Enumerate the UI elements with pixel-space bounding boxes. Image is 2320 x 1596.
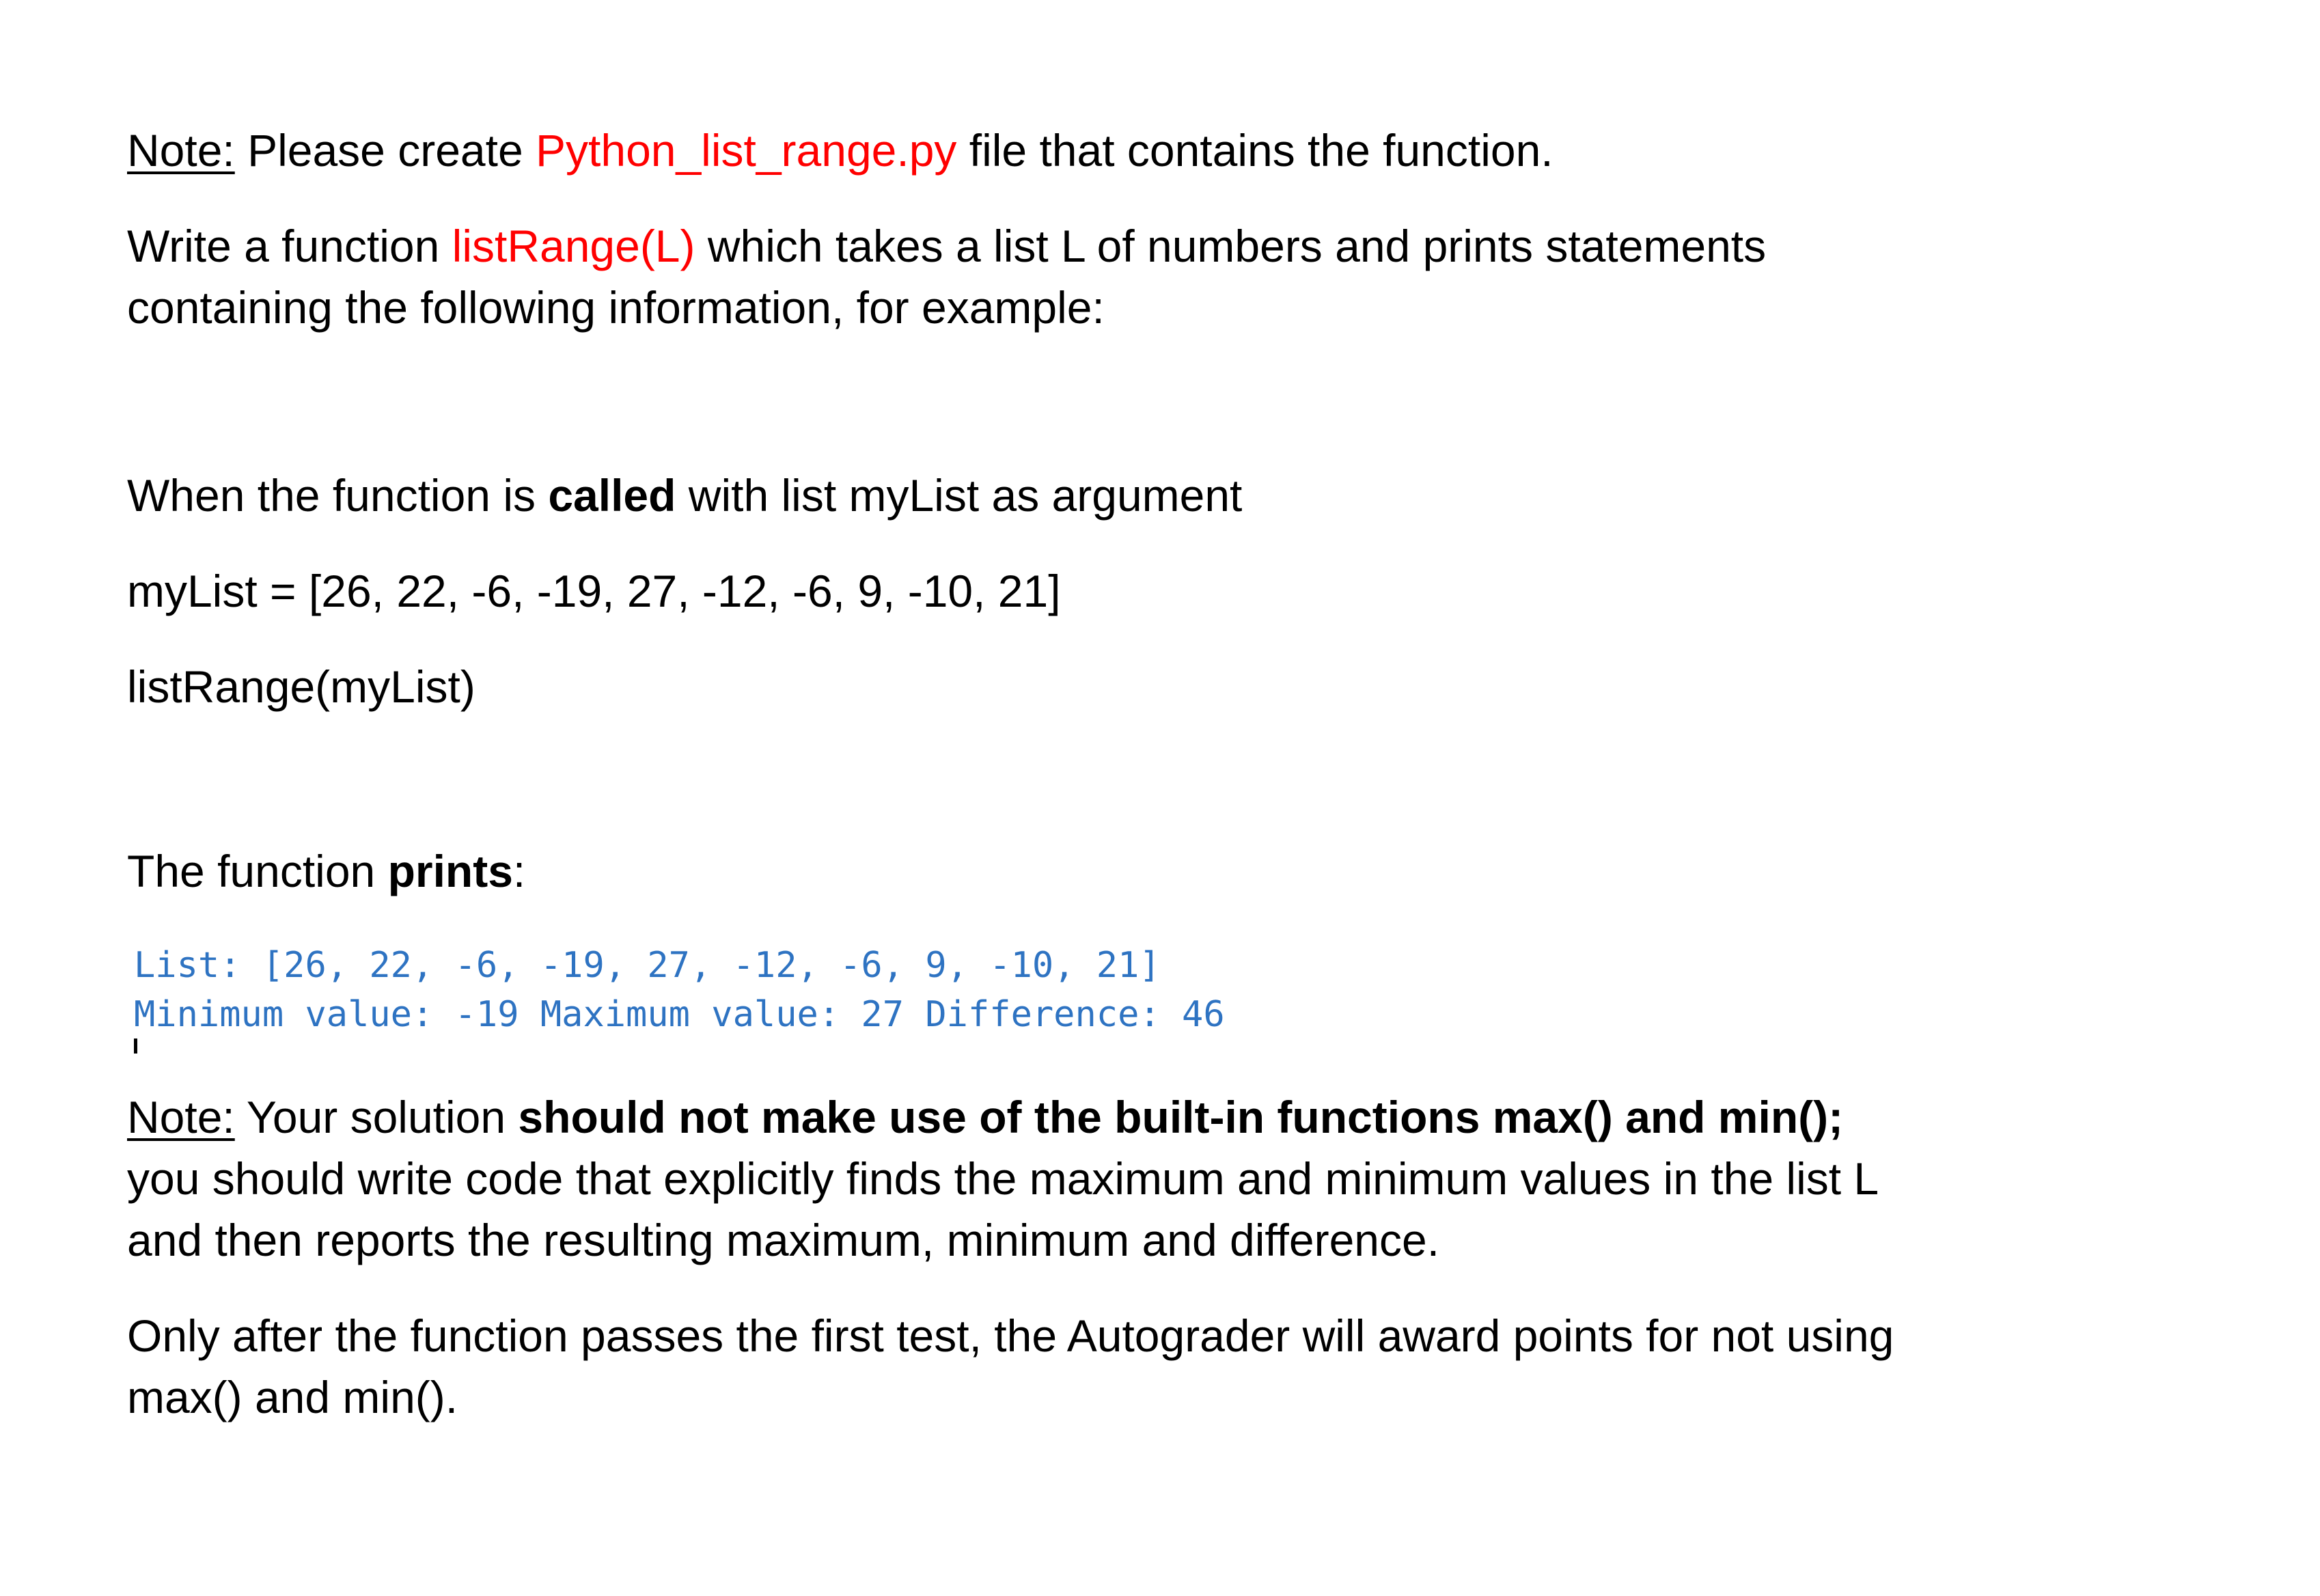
note2-line-1: [127, 1086, 1843, 1148]
note2-line-3: and then reports the resulting maximum, minimum and difference.: [127, 1215, 1440, 1265]
function-signature: listRange(L): [452, 221, 695, 271]
filename: Python_list_range.py: [536, 125, 957, 176]
note2-emphasis: should not make use of the built-in functions max() and min();: [518, 1092, 1844, 1142]
call-after: with list myList as argument: [676, 470, 1243, 521]
autograder-line-1: Only after the function passes the first test, the Autograder will award points for not using: [127, 1310, 1894, 1361]
note-label: Note:: [127, 125, 235, 176]
description-after: which takes a list L of numbers and prints statements: [695, 221, 1767, 271]
call-before: When the function is: [127, 470, 549, 521]
prints-before: The function: [127, 846, 388, 896]
call-line: [127, 465, 1242, 526]
list-assignment: myList = [26, 22, -6, -19, 27, -12, -6, 9, -10, 21]: [127, 566, 1061, 616]
function-invocation: listRange(myList): [127, 661, 475, 712]
prints-emphasis: prints: [387, 846, 513, 896]
note2-line-2: you should write code that explicitly finds the maximum and minimum values in the list L: [127, 1153, 1879, 1204]
note-line: [127, 120, 1553, 181]
description-line-2: containing the following information, for example:: [127, 282, 1105, 333]
prints-line: [127, 840, 525, 902]
call-emphasis: called: [548, 470, 676, 521]
note-text-before: Please create: [234, 125, 536, 176]
description-line-1: [127, 215, 1766, 277]
output-line-2: Minimum value: -19 Maximum value: 27 Difference: 46: [134, 994, 1225, 1035]
note2-label: Note:: [127, 1092, 235, 1142]
autograder-line-2: max() and min().: [127, 1372, 458, 1422]
output-line-1: List: [26, 22, -6, -19, 27, -12, -6, 9, -10, 21]: [134, 945, 1161, 986]
note-text-after: file that contains the function.: [956, 125, 1553, 176]
cursor-mark: [134, 1038, 137, 1054]
prints-after: :: [512, 846, 526, 896]
note2-before: Your solution: [234, 1092, 519, 1142]
description-before: Write a function: [127, 221, 452, 271]
